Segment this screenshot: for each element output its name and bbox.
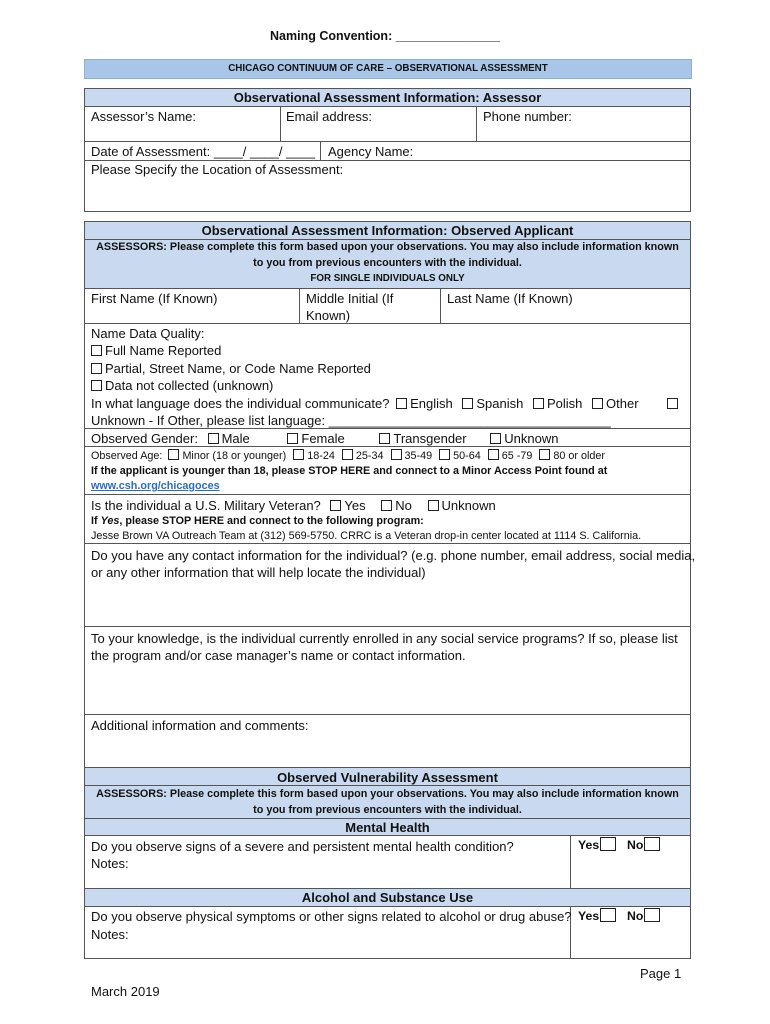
minor-access-link[interactable]: www.csh.org/chicagoces	[91, 480, 220, 492]
veteran-stop-note: If Yes, please STOP HERE and connect to the following program:	[91, 515, 424, 527]
language-unknown-checkbox[interactable]	[667, 398, 678, 409]
last-name-field[interactable]: Last Name (If Known)	[447, 291, 573, 306]
gender-female-checkbox[interactable]	[287, 433, 298, 444]
first-name-field[interactable]: First Name (If Known)	[91, 291, 218, 306]
age-35-49-checkbox[interactable]	[391, 449, 402, 460]
mental-health-yes-checkbox[interactable]	[600, 837, 616, 851]
name-quality-not-collected[interactable]: Data not collected (unknown)	[91, 377, 273, 394]
veteran-unknown-checkbox[interactable]	[428, 500, 439, 511]
checkbox[interactable]	[91, 380, 102, 391]
middle-initial-field[interactable]: Middle Initial (If	[306, 291, 394, 306]
mental-health-title: Mental Health	[345, 820, 430, 835]
gender-row: Observed Gender: Male Female Transgender Unknown	[91, 431, 559, 446]
name-quality-label: Name Data Quality:	[91, 326, 205, 341]
naming-convention: Naming Convention: _______________	[270, 29, 500, 43]
age-80-plus-checkbox[interactable]	[539, 449, 550, 460]
gender-male-checkbox[interactable]	[208, 433, 219, 444]
name-quality-partial[interactable]: Partial, Street Name, or Code Name Reported	[91, 360, 371, 377]
applicant-instructions-1: ASSESSORS: Please complete this form based upon your observations. You may also include information known	[96, 241, 679, 253]
assessor-name-field[interactable]: Assessor’s Name:	[91, 109, 196, 124]
page-number: Page 1	[640, 966, 682, 981]
middle-initial-field-line2: Known)	[306, 308, 351, 323]
veteran-program: Jesse Brown VA Outreach Team at (312) 569-5750. CRRC is a Veteran drop-in center located at 1114 S. California.	[91, 530, 642, 542]
footer-date: March 2019	[91, 984, 160, 999]
applicant-section-title: Observational Assessment Information: Observed Applicant	[201, 223, 574, 238]
veteran-no-checkbox[interactable]	[381, 500, 392, 511]
gender-unknown-checkbox[interactable]	[490, 433, 501, 444]
social-services-question-line2: the program and/or case manager’s name or contact information.	[91, 648, 466, 663]
vulnerability-section-title: Observed Vulnerability Assessment	[277, 770, 498, 785]
substance-use-yes-checkbox[interactable]	[600, 908, 616, 922]
age-minor-checkbox[interactable]	[168, 449, 179, 460]
mental-health-question: Do you observe signs of a severe and persistent mental health condition?	[91, 839, 514, 854]
date-of-assessment-field[interactable]: Date of Assessment: ____/ ____/ ____	[91, 144, 316, 159]
mental-health-yes: Yes	[578, 837, 616, 853]
agency-name-field[interactable]: Agency Name:	[328, 144, 414, 159]
checkbox[interactable]	[91, 363, 102, 374]
language-spanish-checkbox[interactable]	[462, 398, 473, 409]
gender-transgender-checkbox[interactable]	[379, 433, 390, 444]
substance-use-notes[interactable]: Notes:	[91, 927, 129, 942]
location-field[interactable]: Please Specify the Location of Assessment:	[91, 162, 344, 177]
language-other-checkbox[interactable]	[592, 398, 603, 409]
email-field[interactable]: Email address:	[286, 109, 372, 124]
age-18-24-checkbox[interactable]	[293, 449, 304, 460]
substance-use-no: No	[627, 908, 660, 924]
language-polish-checkbox[interactable]	[533, 398, 544, 409]
applicant-instructions-2: to you from previous encounters with the individual.	[253, 257, 522, 269]
age-65-79-checkbox[interactable]	[488, 449, 499, 460]
phone-field[interactable]: Phone number:	[483, 109, 572, 124]
assessor-section-title: Observational Assessment Information: Assessor	[85, 89, 690, 106]
checkbox[interactable]	[91, 345, 102, 356]
single-individuals-note: FOR SINGLE INDIVIDUALS ONLY	[310, 273, 465, 284]
mental-health-no: No	[627, 837, 660, 853]
language-other-field[interactable]: Unknown - If Other, please list language: _______________________________________	[91, 413, 611, 428]
substance-use-title: Alcohol and Substance Use	[301, 890, 474, 905]
minor-warning: If the applicant is younger than 18, please STOP HERE and connect to a Minor Access Point found at	[91, 465, 608, 477]
language-question: In what language does the individual communicate? English Spanish Polish Other	[91, 396, 639, 411]
substance-use-no-checkbox[interactable]	[644, 908, 660, 922]
veteran-yes-checkbox[interactable]	[330, 500, 341, 511]
vulnerability-instructions-2: to you from previous encounters with the individual.	[253, 804, 522, 816]
substance-use-yes: Yes	[578, 908, 616, 924]
contact-info-question-line2: or any other information that will help locate the individual)	[91, 565, 426, 580]
mental-health-no-checkbox[interactable]	[644, 837, 660, 851]
language-english-checkbox[interactable]	[396, 398, 407, 409]
mental-health-notes[interactable]: Notes:	[91, 856, 129, 871]
veteran-row: Is the individual a U.S. Military Veteran? Yes No Unknown	[91, 498, 496, 513]
substance-use-question: Do you observe physical symptoms or other signs related to alcohol or drug abuse?	[91, 909, 572, 924]
age-50-64-checkbox[interactable]	[439, 449, 450, 460]
additional-comments-field[interactable]: Additional information and comments:	[91, 718, 309, 733]
age-row: Observed Age: Minor (18 or younger) 18-24 25-34 35-49 50-64 65 -79 80 or older	[91, 450, 606, 462]
vulnerability-instructions-1: ASSESSORS: Please complete this form based upon your observations. You may also include information known	[96, 788, 679, 800]
form-title-banner: CHICAGO CONTINUUM OF CARE – OBSERVATIONAL ASSESSMENT	[84, 59, 692, 79]
contact-info-question[interactable]: Do you have any contact information for the individual? (e.g. phone number, email address, social media,	[91, 548, 696, 563]
social-services-question[interactable]: To your knowledge, is the individual currently enrolled in any social service programs? If so, please list	[91, 631, 678, 646]
name-quality-full[interactable]: Full Name Reported	[91, 342, 221, 359]
age-25-34-checkbox[interactable]	[342, 449, 353, 460]
